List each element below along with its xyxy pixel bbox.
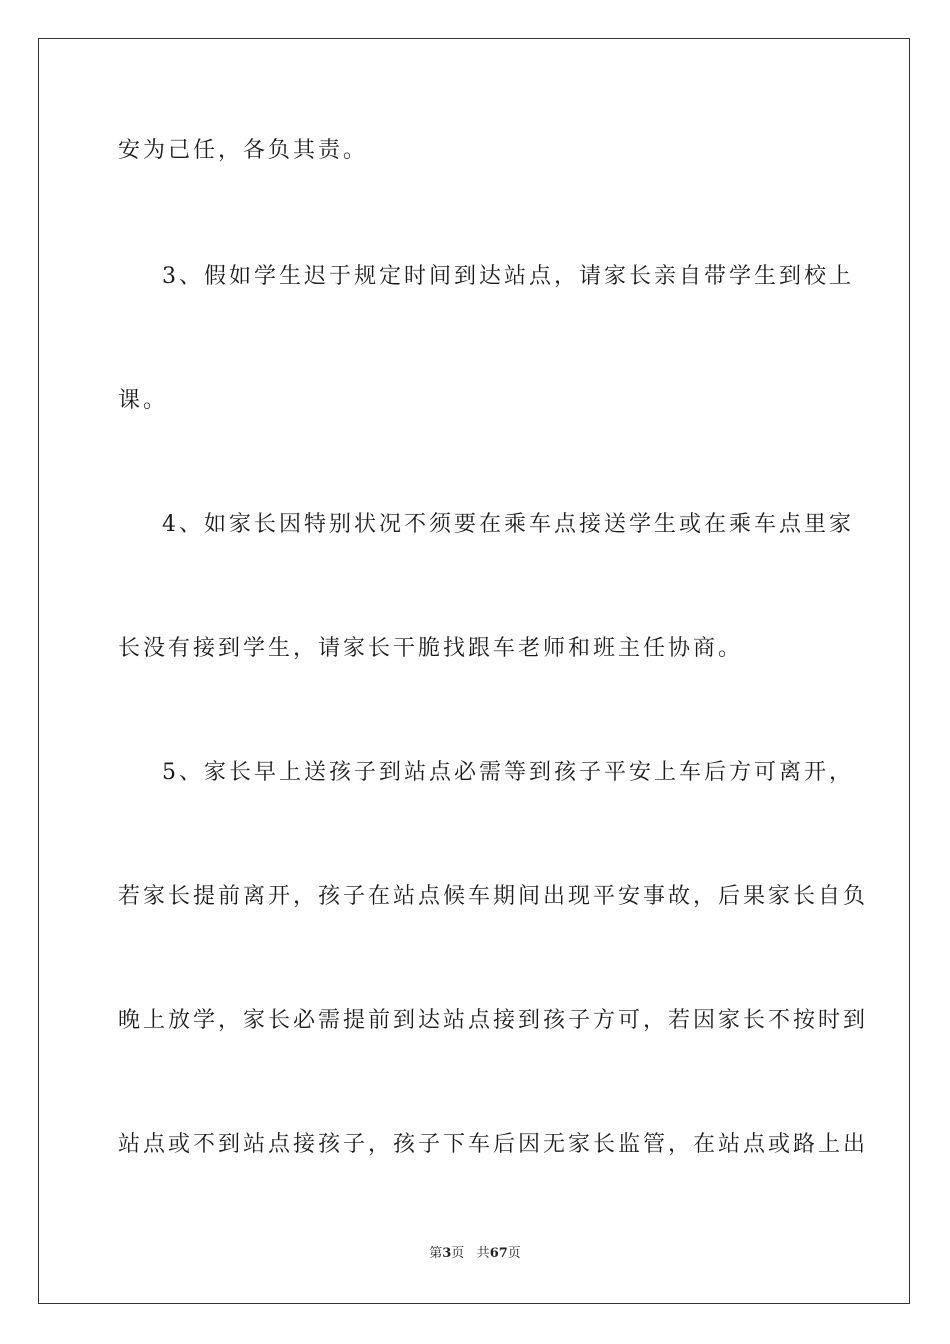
total-prefix: 共 bbox=[476, 1246, 490, 1261]
text-line-1: 安为己任，各负其责。 bbox=[118, 138, 369, 163]
text-line-8: 晚上放学，家长必需提前到达站点接到孩子方可，若因家长不按时到 bbox=[118, 1008, 869, 1033]
page-prefix: 第 bbox=[429, 1246, 443, 1261]
text-line-3: 课。 bbox=[118, 388, 169, 413]
text-line-2: 3、假如学生迟于规定时间到达站点，请家长亲自带学生到校上 bbox=[162, 264, 854, 289]
total-suffix: 页 bbox=[507, 1246, 521, 1261]
text-line-4: 4、如家长因特别状况不须要在乘车点接送学生或在乘车点里家 bbox=[162, 512, 854, 537]
text-line-7: 若家长提前离开，孩子在站点候车期间出现平安事故，后果家长自负 bbox=[118, 884, 869, 909]
page-footer bbox=[0, 1245, 950, 1263]
page-number: 3 bbox=[442, 1246, 452, 1261]
page-border bbox=[38, 38, 910, 1304]
total-pages: 67 bbox=[489, 1246, 508, 1261]
page-suffix: 页 bbox=[451, 1246, 465, 1261]
text-line-5: 长没有接到学生，请家长干脆找跟车老师和班主任协商。 bbox=[118, 636, 744, 661]
text-line-9: 站点或不到站点接孩子，孩子下车后因无家长监管，在站点或路上出 bbox=[118, 1132, 869, 1157]
text-line-6: 5、家长早上送孩子到站点必需等到孩子平安上车后方可离开， bbox=[162, 760, 854, 785]
